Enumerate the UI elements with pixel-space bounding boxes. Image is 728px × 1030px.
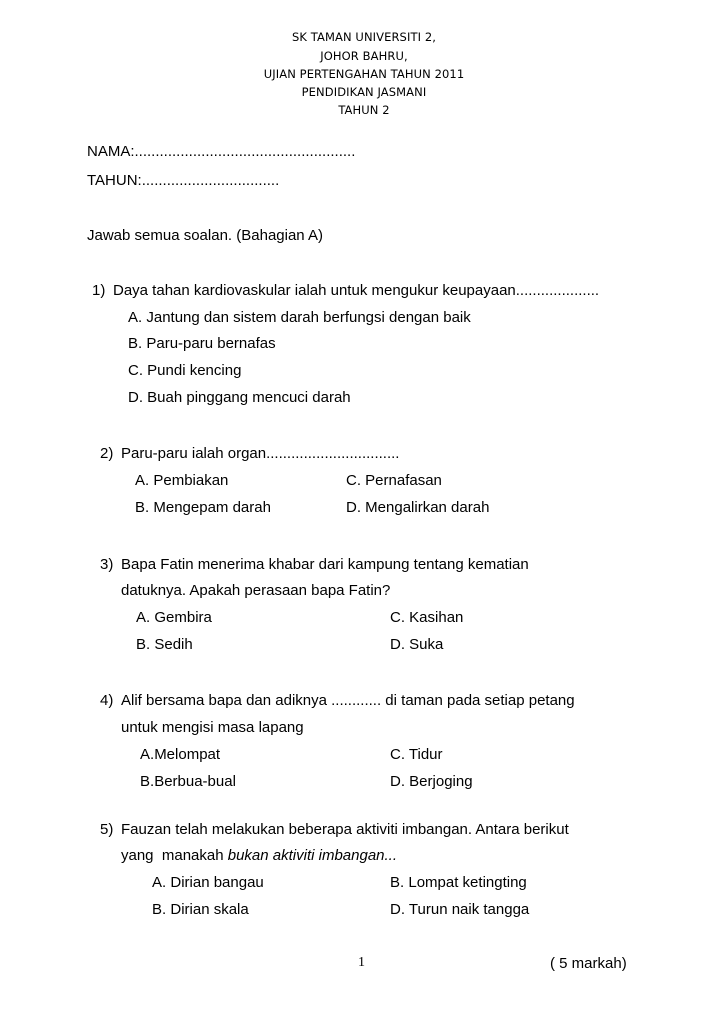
option-text: Mengepam darah [153, 499, 271, 516]
option-text: Gembira [154, 609, 212, 626]
option-d [390, 901, 529, 919]
option-text: Sedih [154, 636, 193, 653]
school-location: JOHOR BAHRU, [320, 49, 408, 63]
option-d [390, 636, 443, 654]
option-letter: B. [152, 901, 167, 918]
question-text: untuk mengisi masa lapang [121, 719, 304, 736]
option-d [390, 773, 473, 791]
option-b [128, 335, 276, 353]
option-b-second [152, 901, 249, 919]
question-text: Fauzan telah melakukan beberapa aktiviti imbangan. Antara berikut [121, 821, 569, 838]
option-text: Melompat [154, 746, 221, 763]
option-letter: D. [346, 499, 361, 516]
question-text: Bapa Fatin menerima khabar dari kampung tentang kematian [121, 556, 529, 573]
option-letter: A. [140, 746, 155, 763]
option-text: Suka [409, 636, 444, 653]
option-b [136, 636, 193, 654]
year-title: TAHUN 2 [338, 103, 390, 117]
option-b [135, 499, 271, 517]
question-number: 1) [92, 282, 106, 299]
option-text: Buah pinggang mencuci darah [147, 389, 351, 406]
option-a [135, 472, 228, 490]
option-text: Dirian bangau [170, 874, 264, 891]
option-text: Lompat ketingting [408, 874, 527, 891]
option-letter: A. [128, 309, 143, 326]
option-letter: B. [390, 874, 405, 891]
option-letter: A. [136, 609, 151, 626]
marks-label: ( 5 markah) [550, 955, 627, 972]
question-text: Paru-paru ialah organ................................ [121, 445, 400, 462]
option-text: Pundi kencing [147, 362, 242, 379]
option-text: Dirian skala [170, 901, 249, 918]
option-letter: B. [136, 636, 151, 653]
page-number: 1 [358, 955, 365, 970]
option-text: Berbua-bual [154, 773, 236, 790]
option-letter: D. [390, 901, 405, 918]
nama-field: NAMA:..................................................... [87, 143, 356, 160]
option-letter: C. [128, 362, 143, 379]
question-text: datuknya. Apakah perasaan bapa Fatin? [121, 582, 391, 599]
option-letter: D. [390, 636, 405, 653]
option-a [136, 609, 212, 627]
option-a [128, 309, 471, 327]
school-name: SK TAMAN UNIVERSITI 2, [291, 30, 436, 44]
question-number: 4) [100, 692, 114, 709]
option-letter: A. [135, 472, 150, 489]
option-a [140, 746, 220, 764]
option-text: Turun naik tangga [408, 901, 530, 918]
question-text-lead: yang manakah [121, 847, 228, 864]
option-c [346, 472, 442, 490]
option-c [128, 362, 241, 380]
option-letter: D. [128, 389, 143, 406]
question-text: Alif bersama bapa dan adiknya ............ di taman pada setiap petang [121, 692, 575, 709]
option-text: Pembiakan [153, 472, 229, 489]
option-letter: C. [390, 746, 405, 763]
option-c [390, 609, 463, 627]
option-letter: B. [128, 335, 143, 352]
question-emphasis: bukan aktiviti imbangan... [227, 847, 398, 864]
option-a [152, 874, 264, 892]
option-b [140, 773, 236, 791]
question-number: 2) [100, 445, 114, 462]
question-text: Daya tahan kardiovaskular ialah untuk mengukur keupayaan.................... [113, 282, 600, 299]
option-letter: B. [140, 773, 155, 790]
option-letter: B. [135, 499, 150, 516]
option-text: Jantung dan sistem darah berfungsi dengan baik [146, 309, 471, 326]
exam-title: UJIAN PERTENGAHAN TAHUN 2011 [263, 67, 465, 81]
option-text: Kasihan [409, 609, 464, 626]
option-text: Pernafasan [365, 472, 442, 489]
option-letter: C. [390, 609, 405, 626]
option-c [390, 746, 443, 764]
option-text: Tidur [408, 746, 443, 763]
option-letter: D. [390, 773, 405, 790]
option-text: Mengalirkan darah [365, 499, 490, 516]
option-text: Paru-paru bernafas [146, 335, 276, 352]
instruction: Jawab semua soalan. (Bahagian A) [87, 227, 323, 244]
option-d [128, 389, 351, 407]
option-letter: A. [152, 874, 167, 891]
option-letter: C. [346, 472, 361, 489]
option-b [390, 874, 527, 892]
option-d [346, 499, 489, 517]
question-text [121, 847, 397, 865]
question-number: 3) [100, 556, 114, 573]
question-number: 5) [100, 821, 114, 838]
option-text: Berjoging [409, 773, 473, 790]
subject-title: PENDIDIKAN JASMANI [301, 85, 427, 99]
tahun-field: TAHUN:................................. [87, 172, 280, 189]
